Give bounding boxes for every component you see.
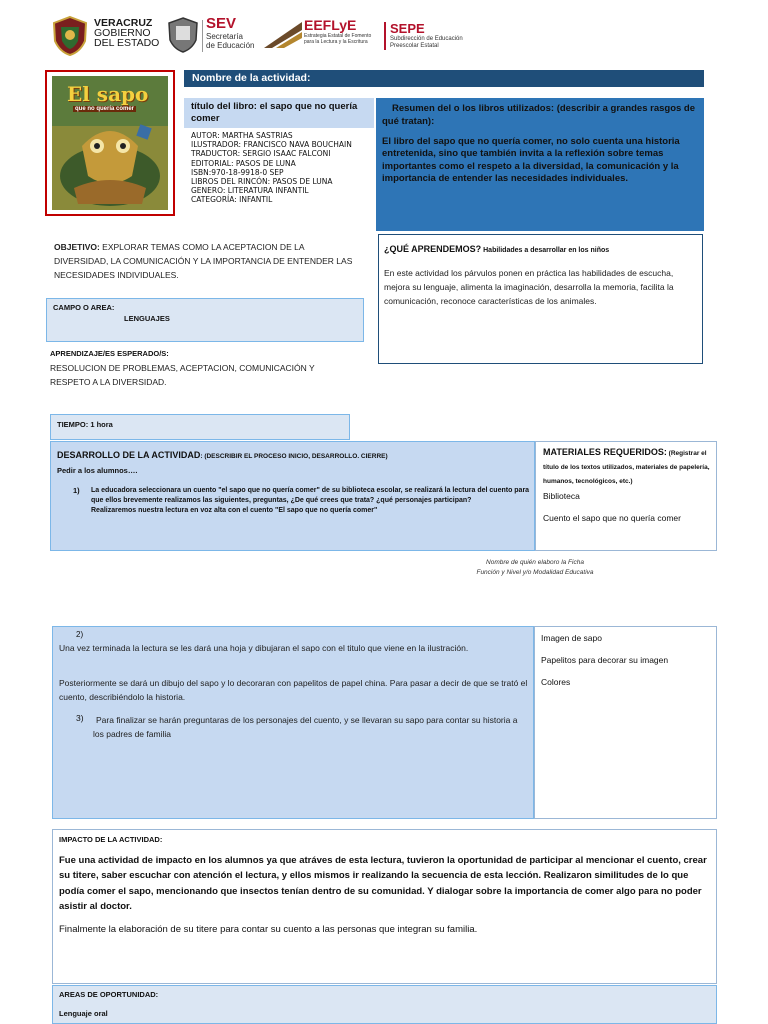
book-cover-subtitle: que no quería comer	[75, 106, 135, 112]
tiempo-box	[50, 414, 350, 440]
sev-line-1: Secretaría	[206, 32, 243, 41]
veracruz-logo	[50, 15, 170, 57]
sev-divider	[202, 20, 203, 52]
book-title-text: título del libro: el sapo que no quería comer	[191, 101, 358, 124]
veracruz-line-3: DEL ESTADO	[94, 37, 160, 49]
summary-box	[376, 98, 704, 231]
desarrollo-box	[50, 441, 535, 551]
campo-value: LENGUAJES	[124, 314, 170, 323]
learn-heading	[384, 239, 609, 257]
impacto-body: Fue una actividad de impacto en los alumnos ya que atráves de esta lectura, tuvieron la oportunidad de participar al mencionar el cuento, crear su titere, saber escuchar con atención el lectura, y ellos mismos ir realizando la secuencia de esta lección. Realizaron similitudes de lo que podía comer el sapo, mencionando que insectos tenían dentro de su comunidad. Y dialogar sobre la importancia de comer algo para no poder asistir al doctor.	[59, 855, 707, 912]
sev-line-2: de Educación	[206, 41, 255, 50]
book-detail-translator: TRADUCTOR: SERGIO ISAAC FALCONI	[191, 149, 331, 159]
step-2-paragraph-2: Posteriormente se dará un dibujo del sapo y lo decoraran con papelitos de papel china. Para pasar a decir de que se trató el cuento, describiéndolo la historia.	[59, 678, 528, 702]
materiales-heading	[543, 445, 713, 487]
veracruz-title: VERACRUZ	[94, 17, 153, 29]
campo-label: CAMPO O AREA:	[53, 303, 115, 312]
sepe-title: SEPE	[390, 21, 425, 36]
aprendizaje-value: RESOLUCION DE PROBLEMAS, ACEPTACION, COMUNICACIÓN Y RESPETO A LA DIVERSIDAD.	[50, 363, 315, 387]
eeflye-swoosh-icon	[262, 20, 304, 50]
eeflye-logo	[262, 18, 382, 52]
materiales-continued-item-1: Imagen de sapo	[541, 633, 602, 643]
book-title-box	[184, 98, 374, 128]
objective-body: EXPLORAR TEMAS COMO LA ACEPTACION DE LA DIVERSIDAD, LA COMUNICACIÓN Y LA IMPORTANCIA DE ENTENDER LAS NECESIDADES INDIVIDUALES.	[54, 242, 353, 280]
book-detail-genre: GENERO: LITERATURA INFANTIL	[191, 186, 309, 196]
materiales-item-2: Cuento el sapo que no quería comer	[543, 513, 681, 523]
summary-body: El libro del sapo que no quería comer, no solo cuenta una historia entretenida, sino que también invita a la reflexión sobre temas importantes como el respeto a la diversidad, la comunicación y la importancia de entender las necesidades individuales.	[382, 136, 680, 184]
book-cover-frame	[45, 70, 175, 216]
book-detail-editorial: EDITORIAL: PASOS DE LUNA	[191, 158, 296, 168]
materiales-item-1: Biblioteca	[543, 491, 580, 501]
tiempo-text: TIEMPO: 1 hora	[57, 420, 113, 429]
sepe-line-2: Preescolar Estatal	[390, 43, 439, 49]
impacto-box	[52, 829, 717, 984]
step-2-text: Una vez terminada la lectura se les dará una hoja y dibujaran el sapo con el titulo que viene en la ilustración.	[59, 643, 469, 653]
book-detail-collection: LIBROS DEL RINCÓN: PASOS DE LUNA	[191, 177, 333, 187]
footer-note-line-2: Función y Nivel y/o Modalidad Educativa	[476, 569, 594, 576]
sev-seal-icon	[166, 16, 200, 54]
footer-note	[440, 558, 630, 578]
desarrollo-intro: Pedir a los alumnos….	[57, 466, 138, 475]
materiales-continued-item-3: Colores	[541, 677, 571, 687]
book-detail-isbn: ISBN:970-18-9918-0 SEP	[191, 167, 284, 177]
step-3-number: 3)	[76, 713, 84, 723]
footer-note-line-1: Nombre de quién elaboro la Ficha	[486, 559, 584, 566]
desarrollo-heading-main: DESARROLLO DE LA ACTIVIDAD	[57, 450, 201, 460]
activity-name-label: Nombre de la actividad:	[192, 72, 311, 84]
sepe-divider	[384, 22, 386, 50]
book-detail-author: AUTOR: MARTHA SASTRIAS	[191, 131, 293, 140]
sev-logo	[166, 16, 258, 56]
campo-box	[46, 298, 364, 342]
impacto-label: IMPACTO DE LA ACTIVIDAD:	[59, 835, 163, 844]
summary-heading: Resumen del o los libros utilizados: (describir a grandes rasgos de qué tratan):	[382, 103, 696, 127]
objective-text	[54, 240, 354, 282]
desarrollo-heading-sub: : (DESCRIBIR EL PROCESO INICIO, DESARROLLO. CIERRE)	[200, 453, 388, 460]
learn-body: En este actividad los párvulos ponen en práctica las habilidades de escucha, mejora su lenguaje, alimenta la imaginación, desarrolla la memoria, facilita la comunicación, reconoce características de los animales.	[384, 268, 674, 306]
book-detail-category: CATEGORÍA: INFANTIL	[191, 195, 273, 205]
step-2-number: 2)	[76, 630, 84, 639]
sepe-logo	[384, 22, 494, 52]
step-1-paragraph-2: Realizaremos nuestra lectura en voz alta con el cuento "El sapo que no quería comer"	[91, 507, 378, 514]
materiales-continued-item-2: Papelitos para decorar su imagen	[541, 655, 669, 665]
step-1-text	[91, 486, 531, 516]
learn-heading-sub: Habilidades a desarrollar en los niños	[481, 247, 610, 254]
desarrollo-heading	[57, 445, 388, 463]
learn-heading-main: ¿QUÉ APRENDEMOS?	[384, 244, 482, 254]
materiales-heading-sub: (Registrar el título de los textos utilizados, materiales de papelería, humanos, tecnológicos, etc.)	[543, 450, 710, 485]
materiales-box	[535, 441, 717, 551]
step-3-text: Para finalizar se harán preguntaras de los personajes del cuento, y se llevaran su sapo para contar su historia a los padres de familia	[93, 715, 518, 739]
materiales-heading-main: MATERIALES REQUERIDOS:	[543, 447, 667, 457]
learn-box	[378, 234, 703, 364]
veracruz-line-2: GOBIERNO	[94, 27, 151, 39]
areas-value: Lenguaje oral	[59, 1009, 108, 1018]
areas-label: AREAS DE OPORTUNIDAD:	[59, 990, 159, 999]
sepe-line-1: Subdirección de Educación	[390, 36, 463, 42]
book-details	[191, 131, 376, 205]
eeflye-line-2: para la Lectura y la Escritura	[304, 39, 368, 45]
desarrollo-continued-box	[52, 626, 534, 819]
objective-label: OBJETIVO:	[54, 242, 100, 252]
book-cover-title: El sapo	[67, 82, 149, 106]
activity-name-bar	[184, 70, 704, 87]
veracruz-seal-icon	[50, 15, 90, 57]
sev-title: SEV	[206, 15, 237, 32]
impacto-body-2: Finalmente la elaboración de su titere para contar su cuento a las personas que integran su familia.	[59, 924, 478, 935]
eeflye-line-1: Estrategia Estatal de Fomento	[304, 33, 372, 39]
book-detail-illustrator: ILUSTRADOR: FRANCISCO NAVA BOUCHAIN	[191, 140, 352, 150]
step-1-number: 1)	[73, 486, 80, 495]
aprendizaje-label: APRENDIZAJE/ES ESPERADO/S:	[50, 349, 169, 358]
materiales-continued-box	[534, 626, 717, 819]
areas-box	[52, 985, 717, 1024]
eeflye-title: EEFLyE	[304, 17, 357, 33]
step-1-paragraph: La educadora seleccionara un cuento "el sapo que no quería comer" de su biblioteca escolar, se realizará la lectura del cuento para que ellos brevemente realizamos las siguientes, preguntas, ¿De qué crees que trata? ¿qué personajes participan?	[91, 487, 530, 504]
